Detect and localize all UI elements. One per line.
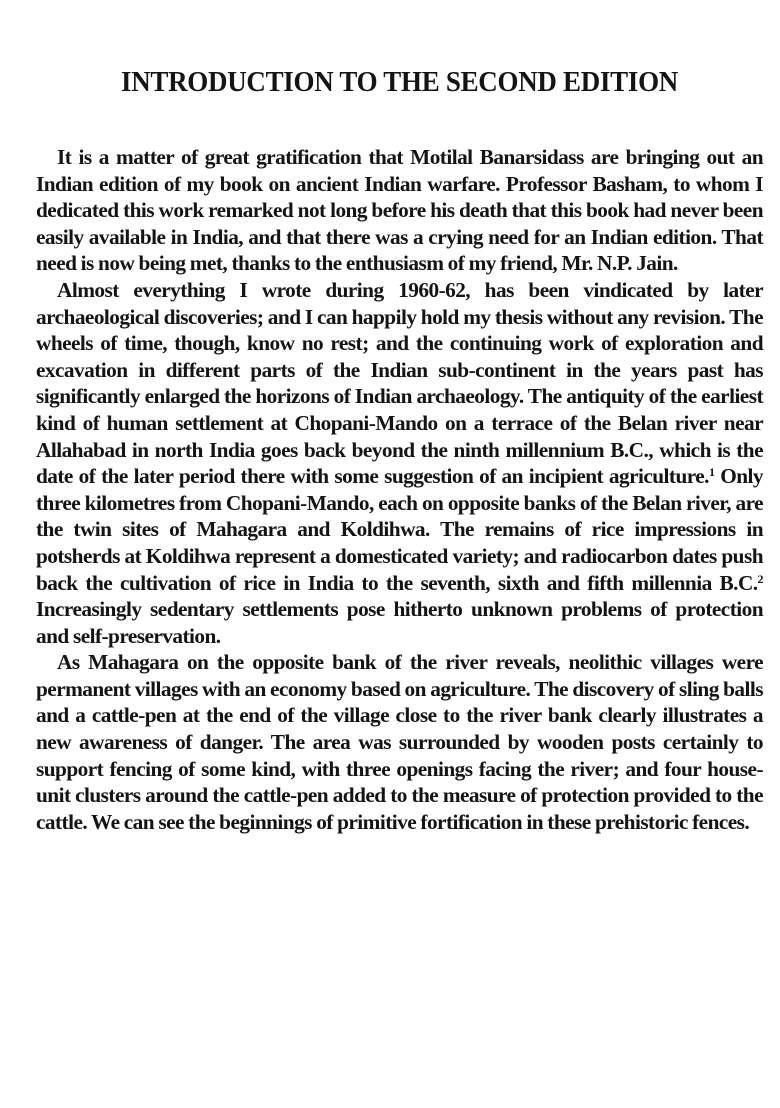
- paragraph-2: [36, 277, 763, 649]
- chapter-title: INTRODUCTION TO THE SECOND EDITION: [120, 66, 679, 98]
- paragraph-1: It is a matter of great gratification that Motilal Banarsidass are bringing out an Indian edition of my book on ancient Indian warfare. Professor Basham, to whom I dedicated this work remarked not long before his death that this book had never been easily available in India, and that there was a crying need for an Indian edition. That need is now being met, thanks to the enthusiasm of my friend, Mr. N.P. Jain.: [36, 145, 763, 276]
- footnote-marker-2: 2: [757, 571, 763, 586]
- footnote-marker-1: 1: [708, 465, 715, 480]
- paragraph-2-part-2: Only three kilometres from Chopani-Mando, each on opposite banks of the Belan river, are the twin sites of Mahagara and Koldihwa. The remains of rice impressions in potsherds at Koldihwa represent a domesticated variety; and radiocarbon dates push back the cultivation of rice in India to the seventh, sixth and fifth millennia B.C.: [36, 464, 763, 595]
- paragraph-2-part-1: Almost everything I wrote during 1960-62, has been vindicated by later archaeological discoveries; and I can happily hold my thesis without any revision. The wheels of time, though, know no rest; and the continuing work of exploration and excavation in different parts of the Indian sub-continent in the years past has significantly enlarged the horizons of Indian archaeology. The antiquity of the earliest kind of human settlement at Chopani-Mando on a terrace of the Belan river near Allahabad in north India goes back beyond the ninth millennium B.C., which is the date of the later period there with some suggestion of an incipient agriculture.: [36, 277, 763, 489]
- paragraph-3: As Mahagara on the opposite bank of the river reveals, neolithic villages were permanent villages with an economy based on agriculture. The discovery of sling balls and a cattle-pen at the end of the village close to the river bank clearly illustrates a new awareness of danger. The area was surrounded by wooden posts certainly to support fencing of some kind, with three openings facing the river; and four house-unit clusters around the cattle-pen added to the measure of protection provided to the cattle. We can see the beginnings of primitive fortification in these prehistoric fences.: [36, 650, 763, 834]
- paragraph-2-part-3: Increasingly sedentary settlements pose hitherto unknown problems of protection and self-preservation.: [36, 597, 763, 648]
- chapter-body: [36, 144, 763, 835]
